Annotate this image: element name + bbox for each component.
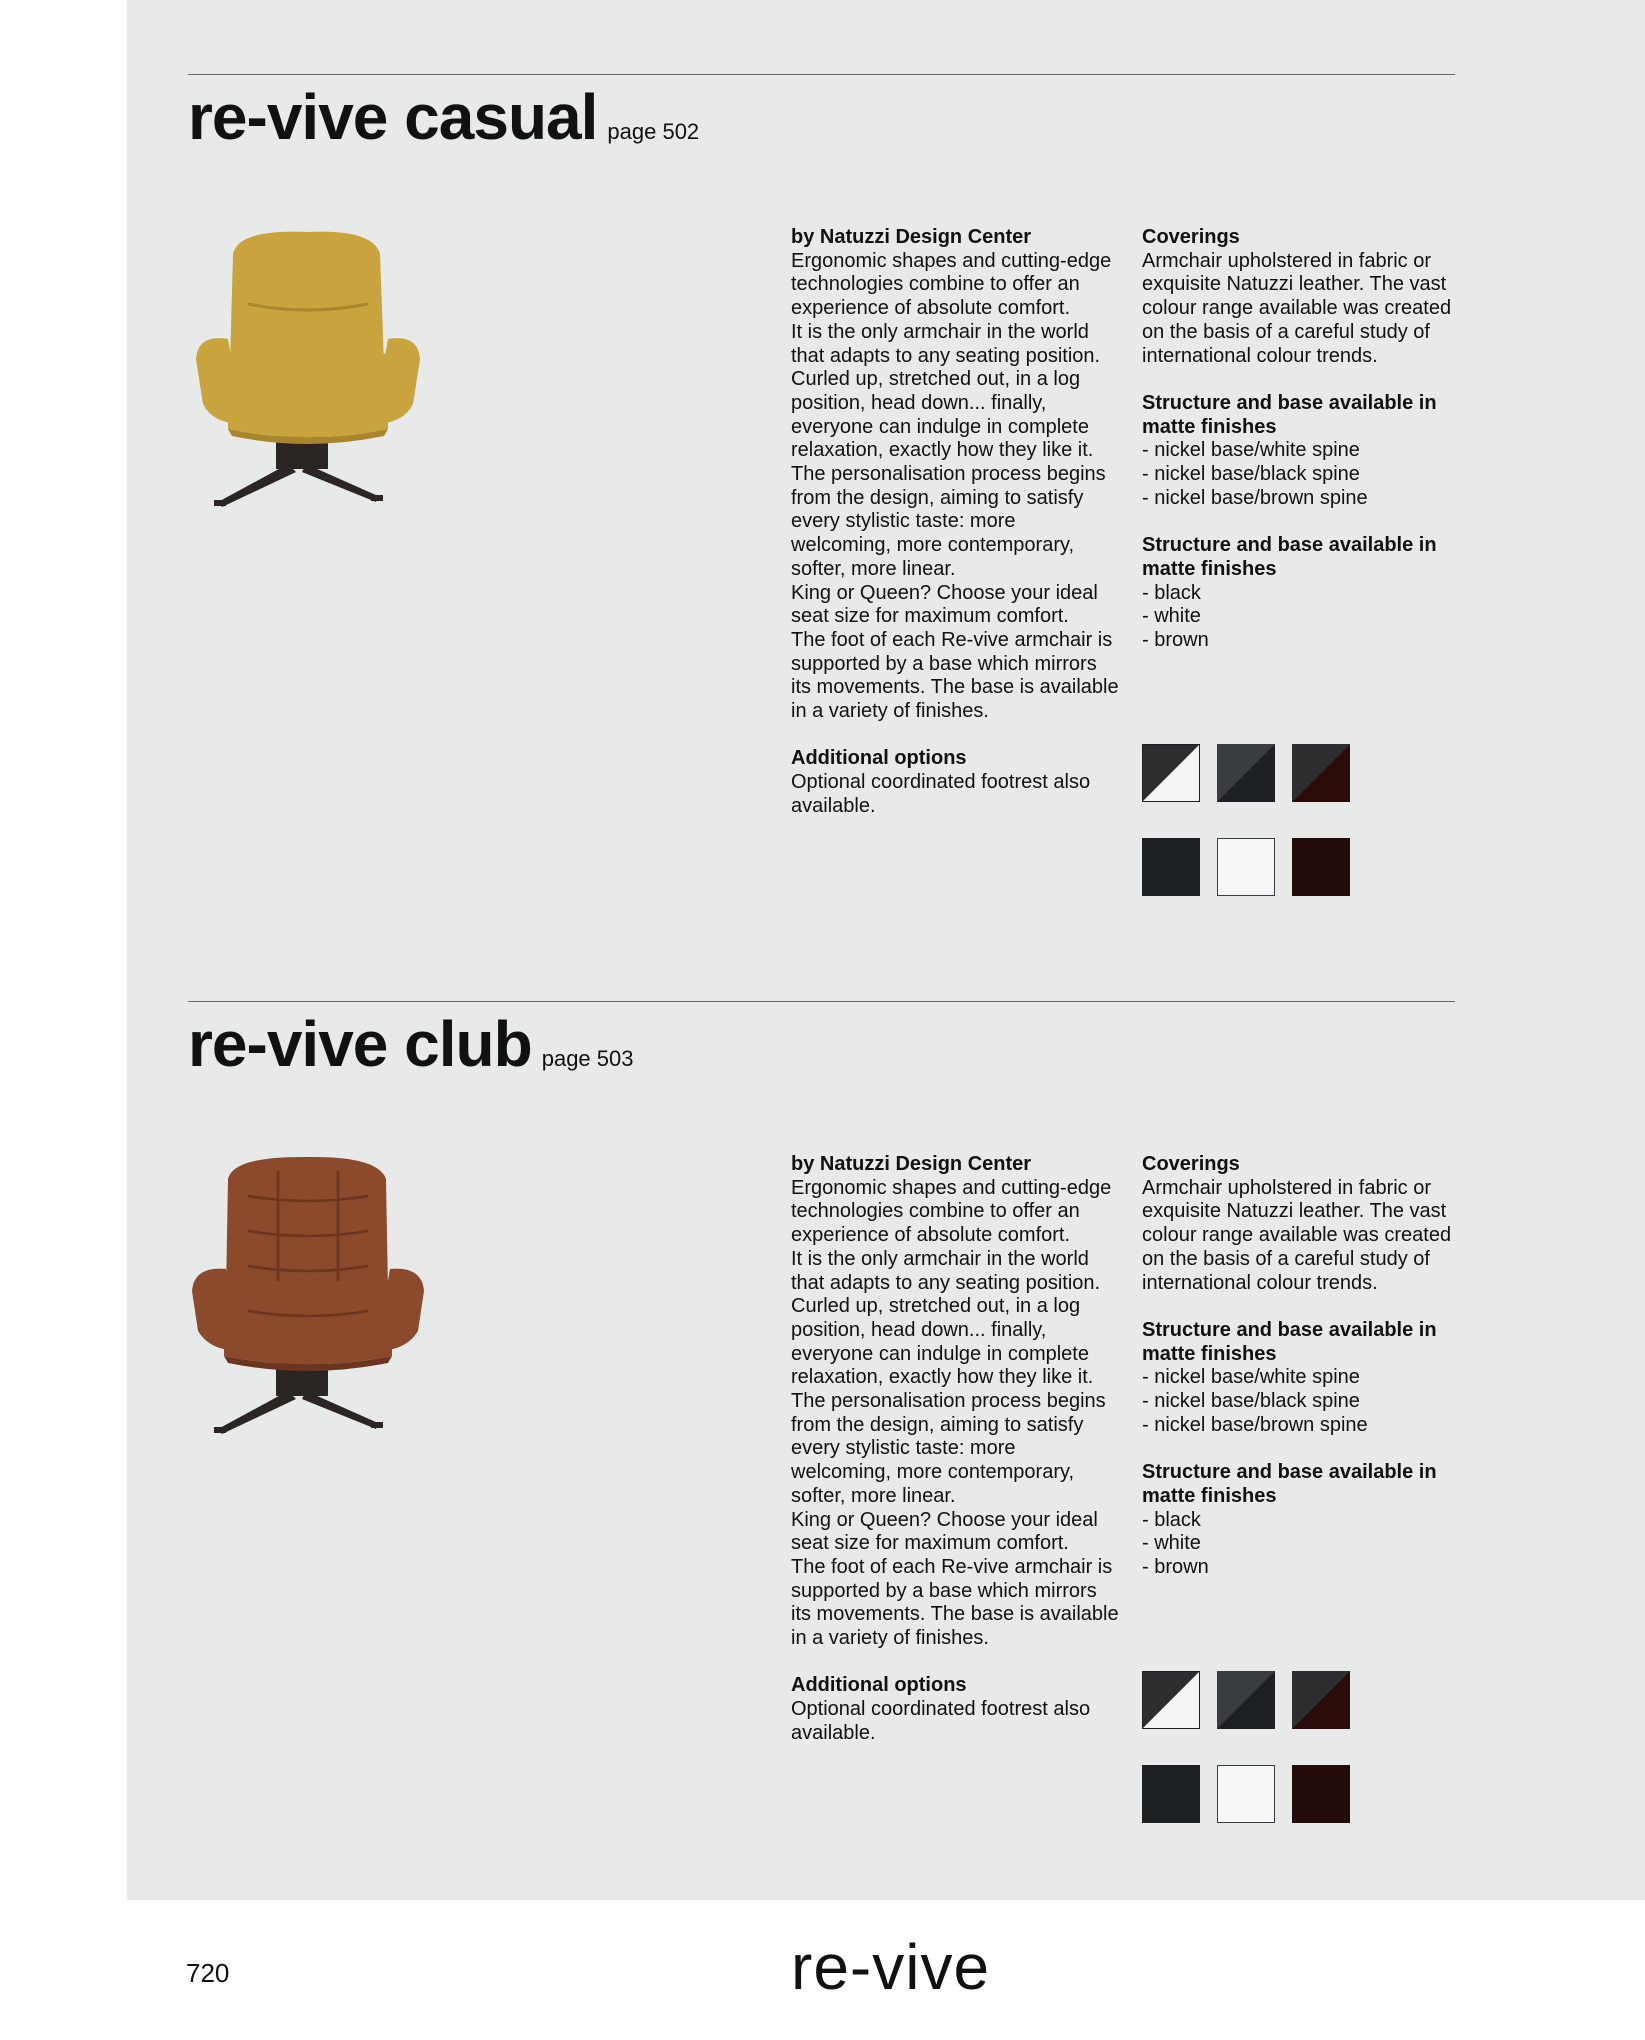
structure-item: - black (1142, 1508, 1201, 1531)
section-divider (188, 1001, 1455, 1002)
coverings-heading: Coverings (1142, 226, 1240, 248)
designer-byline: by Natuzzi Design Center (791, 226, 1032, 248)
coverings-text: Armchair upholstered in fabric or exquisite Natuzzi leather. The vast colour range available was created on the basis of a careful study of international colour trends. (1142, 1176, 1452, 1294)
page-reference: page 502 (607, 119, 700, 144)
structure-heading-1: Structure and base available in matte finishes (1142, 391, 1437, 438)
specs-column (1142, 226, 1462, 653)
swatch-nickel-white (1142, 744, 1200, 802)
product-title: re-vive casual (188, 81, 598, 153)
brand-wordmark: re-vive (791, 1931, 991, 2003)
structure-heading-2: Structure and base available in matte finishes (1142, 1461, 1437, 1507)
chair-image-club (188, 1151, 428, 1441)
section-divider (188, 74, 1455, 75)
structure-item: - black (1142, 581, 1201, 604)
product-title-row (188, 1007, 633, 1081)
description-column (791, 1153, 1121, 1746)
structure-heading-1: Structure and base available in matte finishes (1142, 1318, 1437, 1365)
page-reference: page 503 (541, 1046, 634, 1071)
swatch-black (1142, 838, 1200, 896)
options-heading: Additional options (791, 1674, 967, 1697)
coverings-text: Armchair upholstered in fabric or exquisite Natuzzi leather. The vast colour range available was created on the basis of a careful study of international colour trends. (1142, 249, 1452, 367)
swatch-brown (1292, 838, 1350, 896)
product-section-casual (188, 74, 1455, 964)
swatch-nickel-brown (1292, 1671, 1350, 1729)
description-body: Ergonomic shapes and cutting-edge technologies combine to offer an experience of absolute comfort. It is the only armchair in the world that adapts to any seating position. Curled up, stretched out, in a log position, head down... finally, everyone can indulge in complete relaxation, exactly how they like it. The personalisation process begins from the design, aiming to satisfy every stylistic taste: more welcoming, more contemporary, softer, more linear. King or Queen? Choose your ideal seat size for maximum comfort. The foot of each Re-vive armchair is supported by a base which mirrors its movements. The base is available in a variety of finishes. (791, 1176, 1119, 1650)
swatch-nickel-black (1217, 744, 1275, 802)
swatch-nickel-black (1217, 1671, 1275, 1729)
swatch-nickel-white (1142, 1671, 1200, 1729)
swatch-white (1217, 1765, 1275, 1823)
structure-item: - nickel base/black spine (1142, 1390, 1360, 1413)
structure-heading-2: Structure and base available in matte finishes (1142, 534, 1437, 580)
chair-image-casual (188, 224, 428, 514)
options-heading: Additional options (791, 747, 967, 770)
product-title-row (188, 80, 699, 154)
designer-byline: by Natuzzi Design Center (791, 1153, 1032, 1175)
swatch-nickel-brown (1292, 744, 1350, 802)
structure-item: - nickel base/brown spine (1142, 1413, 1368, 1436)
description-column (791, 226, 1121, 819)
structure-item: - brown (1142, 1555, 1209, 1578)
structure-item: - white (1142, 1532, 1201, 1555)
finish-swatches (1142, 744, 1362, 904)
structure-item: - nickel base/brown spine (1142, 486, 1368, 509)
structure-item: - white (1142, 605, 1201, 628)
product-section-club (188, 1001, 1455, 1891)
structure-item: - nickel base/black spine (1142, 463, 1360, 486)
product-title: re-vive club (188, 1008, 532, 1080)
options-text: Optional coordinated footrest also available. (791, 771, 1091, 817)
options-text: Optional coordinated footrest also available. (791, 1698, 1091, 1744)
swatch-brown (1292, 1765, 1350, 1823)
chair-upholstery (196, 232, 420, 444)
structure-item: - nickel base/white spine (1142, 1366, 1360, 1389)
description-body: Ergonomic shapes and cutting-edge technologies combine to offer an experience of absolute comfort. It is the only armchair in the world that adapts to any seating position. Curled up, stretched out, in a log position, head down... finally, everyone can indulge in complete relaxation, exactly how they like it. The personalisation process begins from the design, aiming to satisfy every stylistic taste: more welcoming, more contemporary, softer, more linear. King or Queen? Choose your ideal seat size for maximum comfort. The foot of each Re-vive armchair is supported by a base which mirrors its movements. The base is available in a variety of finishes. (791, 249, 1119, 723)
swatch-white (1217, 838, 1275, 896)
coverings-heading: Coverings (1142, 1153, 1240, 1175)
structure-item: - nickel base/white spine (1142, 439, 1360, 462)
chair-upholstery (192, 1157, 424, 1371)
page-number: 720 (186, 1958, 230, 1988)
structure-item: - brown (1142, 628, 1209, 651)
swatch-black (1142, 1765, 1200, 1823)
finish-swatches (1142, 1671, 1362, 1831)
specs-column (1142, 1153, 1462, 1580)
